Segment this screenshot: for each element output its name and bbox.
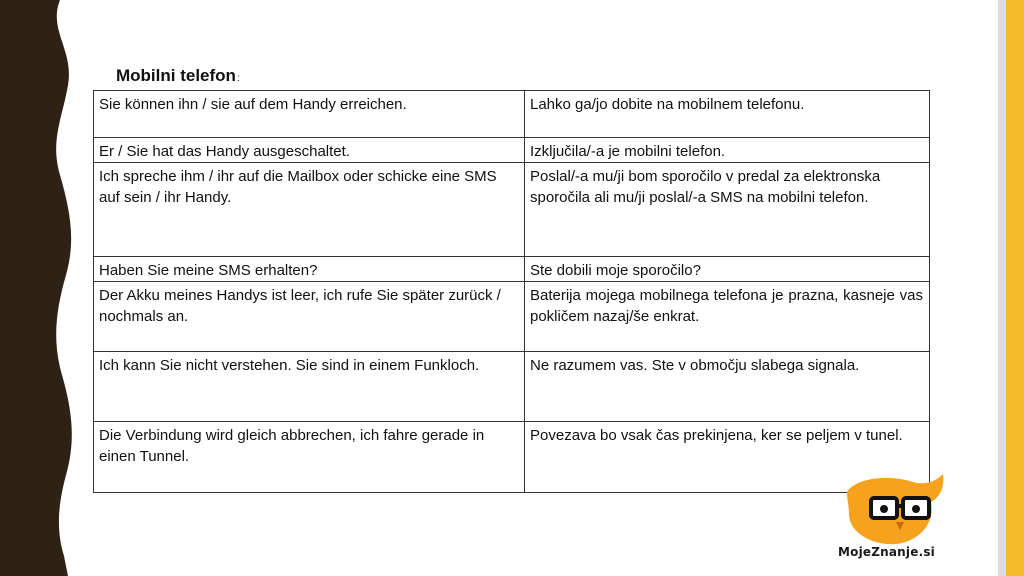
table-row (94, 91, 930, 138)
german-phrase-cell: Er / Sie hat das Handy ausgeschaltet. (94, 138, 525, 163)
slide-title (116, 66, 240, 86)
table-row (94, 163, 930, 257)
phrase-table (93, 90, 930, 493)
german-phrase-cell: Ich kann Sie nicht verstehen. Sie sind in einem Funkloch. (94, 352, 525, 422)
slovene-phrase-cell: Povezava bo vsak čas prekinjena, ker se peljem v tunel. (525, 422, 930, 493)
slovene-phrase-cell: Ne razumem vas. Ste v območju slabega signala. (525, 352, 930, 422)
slovene-phrase-cell: Izključila/-a je mobilni telefon. (525, 138, 930, 163)
decorative-right-band-yellow (1006, 0, 1024, 576)
german-phrase-cell: Sie können ihn / sie auf dem Handy erreichen. (94, 91, 525, 138)
table-row (94, 352, 930, 422)
slide-title-colon: : (236, 73, 240, 84)
german-phrase-cell: Ich spreche ihm / ihr auf die Mailbox oder schicke eine SMS auf sein / ihr Handy. (94, 163, 525, 257)
table-row (94, 282, 930, 352)
table-row (94, 422, 930, 493)
german-phrase-cell: Haben Sie meine SMS erhalten? (94, 257, 525, 282)
logo-wordmark: MojeZnanje.si (838, 545, 935, 559)
german-phrase-cell: Die Verbindung wird gleich abbrechen, ich fahre gerade in einen Tunnel. (94, 422, 525, 493)
table-row (94, 138, 930, 163)
decorative-left-band (0, 0, 80, 576)
slovene-phrase-cell: Baterija mojega mobilnega telefona je prazna, kasneje vas pokličem nazaj/še enkrat. (525, 282, 930, 352)
decorative-right-band-gray (998, 0, 1006, 576)
german-phrase-cell: Der Akku meines Handys ist leer, ich rufe Sie später zurück / nochmals an. (94, 282, 525, 352)
slovene-phrase-cell: Poslal/-a mu/ji bom sporočilo v predal za elektronska sporočila ali mu/ji poslal/-a SMS na mobilni telefon. (525, 163, 930, 257)
slide-title-text: Mobilni telefon (116, 66, 236, 85)
slovene-phrase-cell: Ste dobili moje sporočilo? (525, 257, 930, 282)
slovene-phrase-cell: Lahko ga/jo dobite na mobilnem telefonu. (525, 91, 930, 138)
table-row (94, 257, 930, 282)
